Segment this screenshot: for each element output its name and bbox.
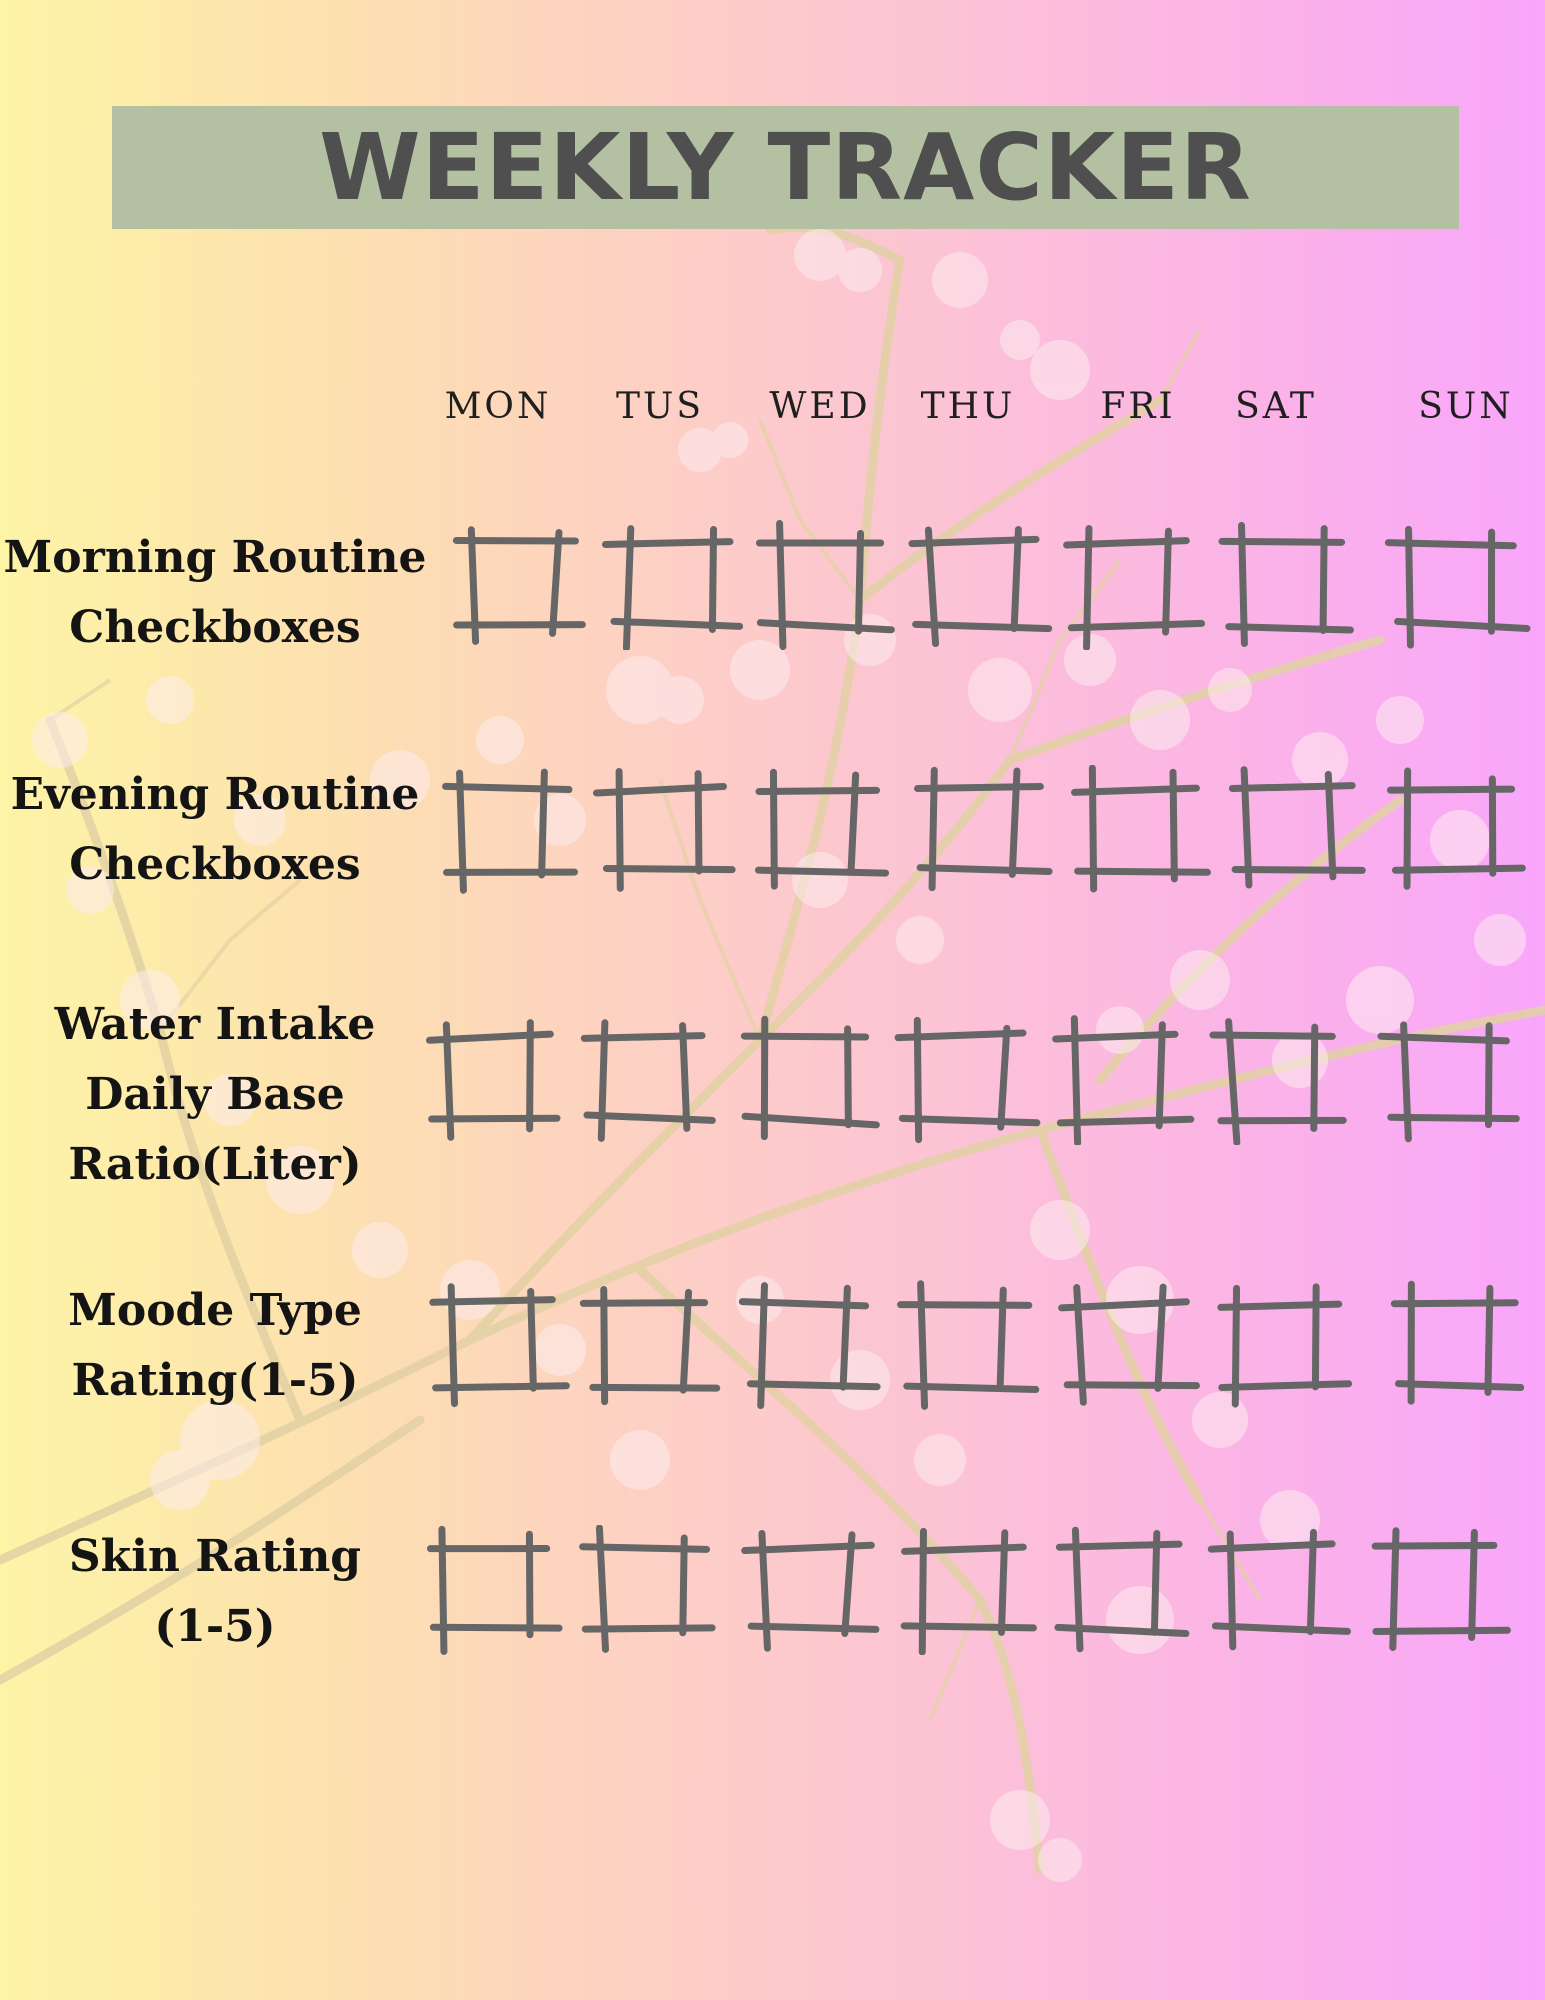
hash-checkbox-icon — [599, 520, 749, 650]
checkbox-sun-row-1[interactable] — [1381, 765, 1531, 895]
hash-checkbox-icon — [573, 1525, 723, 1655]
checkbox-tus-row-2[interactable] — [573, 1015, 723, 1145]
row-label-line: Moode Type — [68, 1285, 362, 1336]
row-label-1 — [0, 760, 430, 900]
hash-checkbox-icon — [893, 1525, 1043, 1655]
checkbox-tus-row-0[interactable] — [599, 520, 749, 650]
row-label-line: Water Intake — [54, 999, 376, 1050]
title-banner — [112, 106, 1459, 229]
row-label-line: Rating(1-5) — [71, 1355, 359, 1406]
day-header-tus: TUS — [615, 386, 704, 427]
checkbox-thu-row-4[interactable] — [893, 1525, 1043, 1655]
hash-checkbox-icon — [733, 1280, 883, 1410]
checkbox-sun-row-3[interactable] — [1381, 1280, 1531, 1410]
row-label-line: Checkboxes — [69, 839, 361, 890]
hash-checkbox-icon — [1381, 1280, 1531, 1410]
day-header-fri: FRI — [1100, 386, 1176, 427]
hash-checkbox-icon — [575, 1280, 725, 1410]
checkbox-thu-row-3[interactable] — [893, 1280, 1043, 1410]
row-label-line: Evening Routine — [10, 769, 420, 820]
hash-checkbox-icon — [1381, 520, 1531, 650]
hash-checkbox-icon — [745, 765, 895, 895]
checkbox-wed-row-1[interactable] — [745, 765, 895, 895]
row-label-4 — [0, 1522, 430, 1662]
checkbox-tus-row-4[interactable] — [573, 1525, 723, 1655]
hash-checkbox-icon — [1365, 1525, 1515, 1655]
checkbox-fri-row-4[interactable] — [1047, 1525, 1197, 1655]
day-header-sun: SUN — [1418, 386, 1514, 427]
hash-checkbox-icon — [1047, 1015, 1197, 1145]
hash-checkbox-icon — [737, 1525, 887, 1655]
checkbox-mon-row-1[interactable] — [433, 765, 583, 895]
hash-checkbox-icon — [903, 520, 1053, 650]
checkbox-wed-row-2[interactable] — [735, 1015, 885, 1145]
hash-checkbox-icon — [1375, 1015, 1525, 1145]
hash-checkbox-icon — [421, 1280, 571, 1410]
checkbox-sun-row-2[interactable] — [1375, 1015, 1525, 1145]
hash-checkbox-icon — [1047, 1525, 1197, 1655]
day-header-sat: SAT — [1235, 386, 1317, 427]
checkbox-mon-row-2[interactable] — [419, 1015, 569, 1145]
checkbox-tus-row-1[interactable] — [589, 765, 739, 895]
hash-checkbox-icon — [905, 765, 1055, 895]
checkbox-sat-row-3[interactable] — [1207, 1280, 1357, 1410]
hash-checkbox-icon — [443, 520, 593, 650]
row-label-line: Morning Routine — [3, 532, 427, 583]
checkbox-fri-row-1[interactable] — [1065, 765, 1215, 895]
hash-checkbox-icon — [1203, 1015, 1353, 1145]
hash-checkbox-icon — [891, 1015, 1041, 1145]
checkbox-fri-row-0[interactable] — [1057, 520, 1207, 650]
checkbox-wed-row-0[interactable] — [749, 520, 899, 650]
row-label-line: Ratio(Liter) — [68, 1139, 362, 1190]
hash-checkbox-icon — [749, 520, 899, 650]
hash-checkbox-icon — [735, 1015, 885, 1145]
hash-checkbox-icon — [893, 1280, 1043, 1410]
hash-checkbox-icon — [1051, 1280, 1201, 1410]
day-header-mon: MON — [444, 386, 552, 427]
checkbox-mon-row-4[interactable] — [417, 1525, 567, 1655]
hash-checkbox-icon — [1211, 520, 1361, 650]
page-title: WEEKLY TRACKER — [319, 113, 1252, 221]
row-label-line: Daily Base — [85, 1069, 345, 1120]
hash-checkbox-icon — [589, 765, 739, 895]
checkbox-sat-row-0[interactable] — [1211, 520, 1361, 650]
row-label-3 — [0, 1276, 430, 1416]
checkbox-sun-row-0[interactable] — [1381, 520, 1531, 650]
checkbox-sun-row-4[interactable] — [1365, 1525, 1515, 1655]
row-label-0 — [0, 523, 430, 663]
row-label-2 — [0, 990, 430, 1200]
checkbox-fri-row-2[interactable] — [1047, 1015, 1197, 1145]
checkbox-wed-row-3[interactable] — [733, 1280, 883, 1410]
checkbox-sat-row-2[interactable] — [1203, 1015, 1353, 1145]
hash-checkbox-icon — [417, 1525, 567, 1655]
hash-checkbox-icon — [419, 1015, 569, 1145]
hash-checkbox-icon — [433, 765, 583, 895]
hash-checkbox-icon — [1219, 765, 1369, 895]
day-header-thu: THU — [920, 386, 1016, 427]
hash-checkbox-icon — [573, 1015, 723, 1145]
hash-checkbox-icon — [1207, 1280, 1357, 1410]
hash-checkbox-icon — [1057, 520, 1207, 650]
checkbox-sat-row-1[interactable] — [1219, 765, 1369, 895]
checkbox-thu-row-0[interactable] — [903, 520, 1053, 650]
hash-checkbox-icon — [1203, 1525, 1353, 1655]
checkbox-mon-row-0[interactable] — [443, 520, 593, 650]
checkbox-fri-row-3[interactable] — [1051, 1280, 1201, 1410]
checkbox-tus-row-3[interactable] — [575, 1280, 725, 1410]
hash-checkbox-icon — [1065, 765, 1215, 895]
checkbox-sat-row-4[interactable] — [1203, 1525, 1353, 1655]
row-label-line: Checkboxes — [69, 602, 361, 653]
checkbox-wed-row-4[interactable] — [737, 1525, 887, 1655]
day-header-wed: WED — [769, 386, 871, 427]
hash-checkbox-icon — [1381, 765, 1531, 895]
checkbox-thu-row-1[interactable] — [905, 765, 1055, 895]
row-label-line: (1-5) — [154, 1601, 276, 1652]
checkbox-mon-row-3[interactable] — [421, 1280, 571, 1410]
checkbox-thu-row-2[interactable] — [891, 1015, 1041, 1145]
row-label-line: Skin Rating — [68, 1531, 362, 1582]
